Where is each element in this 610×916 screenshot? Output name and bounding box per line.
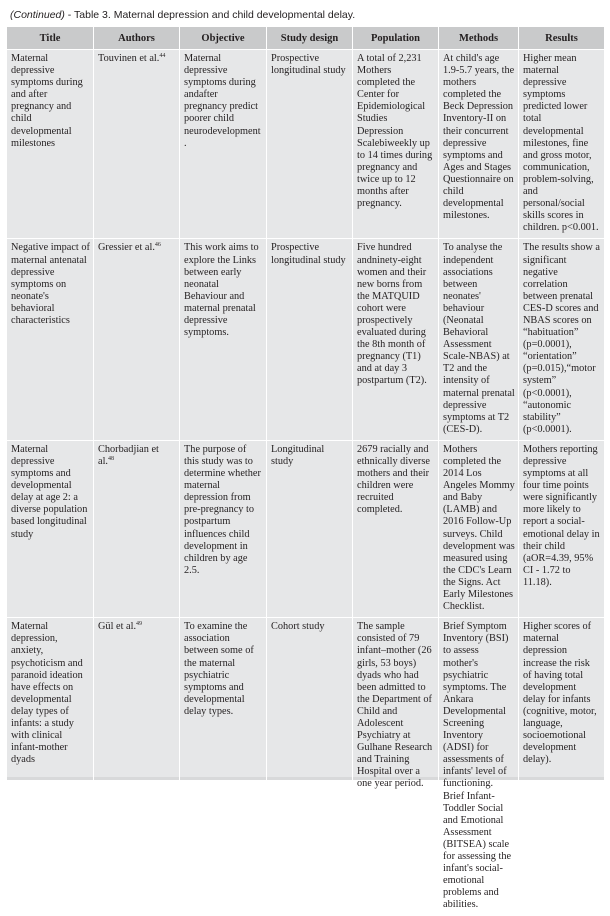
reference-number: 49 [136, 621, 143, 628]
reference-number: 46 [154, 242, 161, 249]
continued-label: (Continued) [10, 9, 65, 21]
cell-title: Maternal depression, anxiety, psychoticism and paranoid ideation have effects on developmental delay types of infants: a study with clinical infant-mother dyads [7, 618, 94, 916]
cell-authors [94, 618, 180, 916]
cell-title: Maternal depressive symptoms and developmental delay at age 2: a diverse population based longitudinal study [7, 440, 94, 617]
cell-study-design: Prospective longitudinal study [267, 50, 353, 239]
table-caption [10, 8, 355, 22]
header-population: Population [353, 27, 439, 50]
author-name: Gressier et al. [98, 242, 155, 254]
header-title: Title [7, 27, 94, 50]
cell-methods: To analyse the independent associations between neonates' behaviour (Neonatal Behavioral Assessment Scale-NBAS) at T2 and the intensity of maternal prenatal depressive symptoms at T2 (CES-D). [439, 239, 519, 441]
cell-objective: This work aims to explore the Links between early neonatal Behaviour and maternal prenatal depressive symptoms. [180, 239, 267, 441]
cell-authors [94, 239, 180, 441]
cell-results: The results show a significant negative correlation between prenatal CES-D scores and NBAS scores on “habituation” (p=0.0001), “orientation” (p=0.015),“motor system” (p<0.0001), “autonomic stability” (p<0.0001). [519, 239, 605, 441]
cell-methods: Brief Symptom Inventory (BSI) to assess mother's psychiatric symptoms. The Ankara Developmental Screening Inventory (ADSI) for assessments of infants' level of functioning. Brief Infant-Toddler Social and Emotional Assessment (BITSEA) scale for assessing the infant's social-emotional problems and abilities. [439, 618, 519, 916]
header-results: Results [519, 27, 605, 50]
table-row [7, 50, 605, 239]
cell-objective: Maternal depressive symptoms during andafter pregnancy predict poorer child neurodevelopment. [180, 50, 267, 239]
caption-text: - Table 3. Maternal depression and child developmental delay. [64, 9, 356, 21]
cell-population: The sample consisted of 79 infant–mother (26 girls, 53 boys) dyads who had been admitted to the Department of Child and Adolescent Psychiatry at Gulhane Research and Training Hospital over a one year period. [353, 618, 439, 916]
cell-population: 2679 racially and ethnically diverse mothers and their children were recruited completed. [353, 440, 439, 617]
cell-results: Mothers reporting depressive symptoms at all four time points were significantly more likely to report a social-emotional delay in their child (aOR=4.39, 95% CI - 1.72 to 11.18). [519, 440, 605, 617]
cell-objective: To examine the association between some of the maternal psychiatric symptoms and developmental delay types. [180, 618, 267, 916]
cell-results: Higher scores of maternal depression increase the risk of having total development delay for infants (cognitive, motor, language, socioemotional development delay). [519, 618, 605, 916]
cell-population: Five hundred andninety-eight women and their new borns from the MATQUID cohort were prospectively evaluated during the 8th month of pregnancy (T1) and at day 3 postpartum (T2). [353, 239, 439, 441]
reference-number: 48 [108, 456, 115, 462]
cell-title: Maternal depressive symptoms during and after pregnancy and child developmental milestones [7, 50, 94, 239]
studies-table [6, 27, 605, 916]
table-row [7, 440, 605, 617]
cell-authors [94, 440, 180, 617]
author-name: Touvinen et al. [98, 53, 160, 64]
cell-study-design: Prospective longitudinal study [267, 239, 353, 441]
cell-study-design: Cohort study [267, 618, 353, 916]
table-row [7, 239, 605, 441]
cell-authors [94, 50, 180, 239]
cell-results: Higher mean maternal depressive symptoms predicted lower total developmental milestones, fine and gross motor, communication, problem-solving, and personal/social skills scores in children. p<0.001. [519, 50, 605, 239]
author-name: Gül et al. [98, 621, 137, 633]
table-container [6, 27, 604, 911]
header-authors: Authors [94, 27, 180, 50]
cell-methods: At child's age 1.9-5.7 years, the mothers completed the Beck Depression Inventory-II on their concurrent depressive symptoms and Ages and Stages Questionnaire on child developmental milestones. [439, 50, 519, 239]
cell-methods: Mothers completed the 2014 Los Angeles Mommy and Baby (LAMB) and 2016 Follow-Up surveys. Child development was measured using the CDC's Learn the Signs. Act Early Milestones Checklist. [439, 440, 519, 617]
header-objective: Objective [180, 27, 267, 50]
cell-title: Negative impact of maternal antenatal depressive symptoms on neonate's behavioral characteristics [7, 239, 94, 441]
reference-number: 44 [159, 53, 166, 59]
header-row [7, 27, 605, 50]
cell-population: A total of 2,231 Mothers completed the Center for Epidemiological Studies Depression Scalebiweekly up to 14 times during pregnancy and twice up to 12 months after pregnancy. [353, 50, 439, 239]
header-study-design: Study design [267, 27, 353, 50]
cell-study-design: Longitudinal study [267, 440, 353, 617]
author-name: Chorbadjian et al. [98, 443, 159, 467]
header-methods: Methods [439, 27, 519, 50]
cell-objective: The purpose of this study was to determine whether maternal depression from pre-pregnancy to postpartum influences child development in children by age 2.5. [180, 440, 267, 617]
table-row [7, 618, 605, 916]
